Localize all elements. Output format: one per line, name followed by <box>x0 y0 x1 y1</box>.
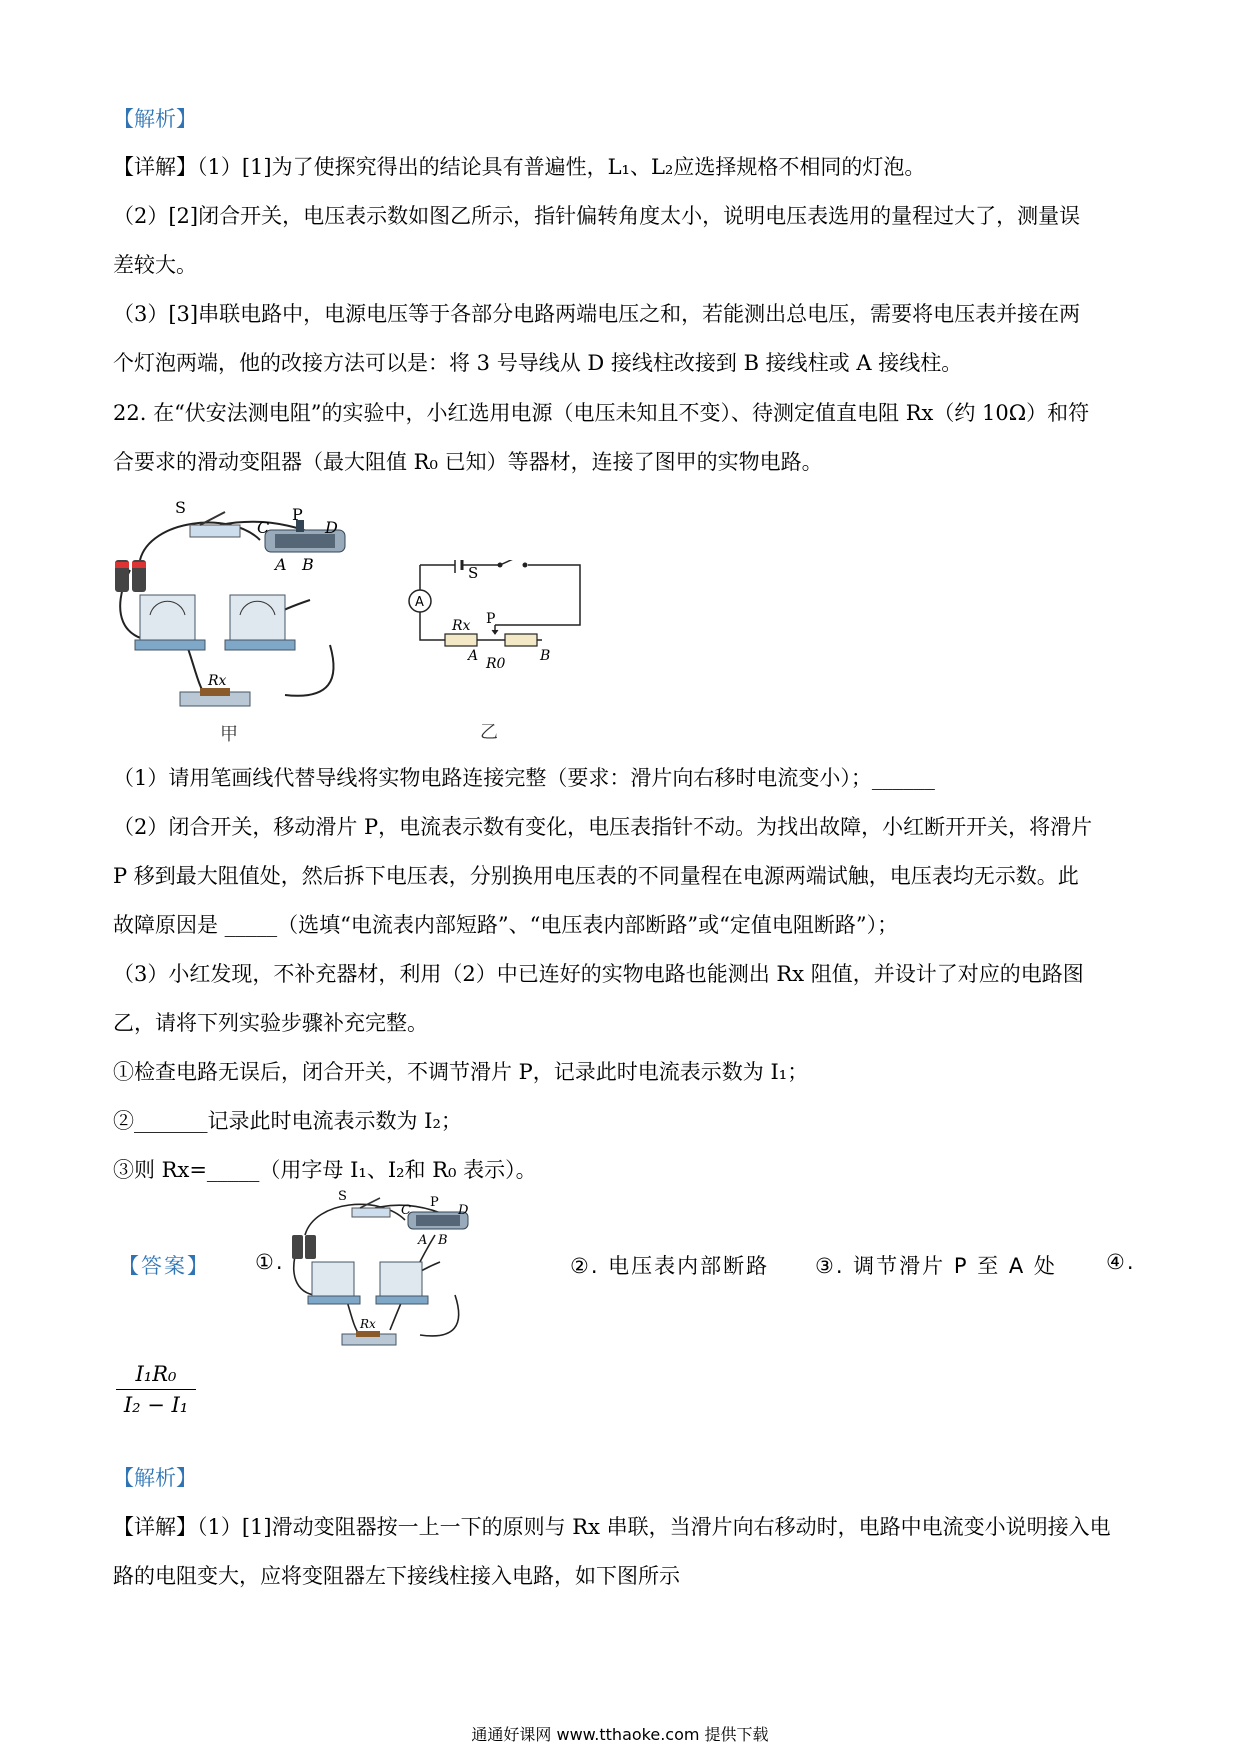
step-2: ②_______记录此时电流表示数为 I₂； <box>113 1109 462 1133</box>
answer-2: ②. 电压表内部断路 <box>570 1254 770 1278</box>
fraction-denominator: I₂ − I₁ <box>123 1393 189 1417</box>
question-stem-line-1: 22. 在“伏安法测电阻”的实验中，小红选用电源（电压未知且不变）、待测定值直电阻 Rx（约 10Ω）和符 <box>113 401 1090 425</box>
fig-jia-caption: 甲 <box>220 724 238 745</box>
answer-circuit-figure <box>290 1190 505 1350</box>
analysis-tag-2: 【解析】 <box>113 1466 197 1490</box>
fig-jia-label-p: P <box>292 505 303 524</box>
answer-1-marker: ①. <box>255 1250 285 1274</box>
fig-jia-label-b: B <box>302 555 314 574</box>
ans-fig-label-d: D <box>458 1203 469 1218</box>
fig-yi-label-p: P <box>486 611 496 627</box>
question-3-line-1: （3）小红发现，不补充器材，利用（2）中已连好的实物电路也能测出 Rx 阻值，并设计了对应的电路图 <box>113 962 1084 986</box>
question-2-line-3: 故障原因是 _____（选填“电流表内部短路”、“电压表内部断路”或“定值电阻断路”）； <box>113 913 899 937</box>
fig-yi-label-rx: Rx <box>452 618 471 634</box>
fig-jia-label-c: C <box>257 518 270 537</box>
footer-source: 通通好课网 www.tthaoke.com 提供下载 <box>471 1725 769 1744</box>
fig-jia-label-rx: Rx <box>208 673 227 689</box>
fig-yi-label-b: B <box>540 648 551 664</box>
fig-jia-label-d: D <box>325 518 338 537</box>
detail-3-line-2: 个灯泡两端，他的改接方法可以是：将 3 号导线从 D 接线柱改接到 B 接线柱或 A 接线柱。 <box>113 351 963 375</box>
fig-jia-label-s: S <box>175 500 186 517</box>
detail-1: 【详解】（1）[1]为了使探究得出的结论具有普遍性，L₁、L₂应选择规格不相同的灯泡。 <box>113 155 926 179</box>
figure-jia-physical-circuit <box>110 500 390 745</box>
detail-2-line-1: （2）[2]闭合开关，电压表示数如图乙所示，指针偏转角度太小，说明电压表选用的量程过大了，测量误 <box>113 204 1081 228</box>
answer-3: ③. 调节滑片 P 至 A 处 <box>815 1254 1057 1278</box>
ans-fig-label-s: S <box>338 1190 347 1204</box>
fig-yi-label-a: A <box>468 648 479 664</box>
step-3: ③则 Rx=_____（用字母 I₁、I₂和 R₀ 表示）。 <box>113 1158 537 1182</box>
fig-yi-caption: 乙 <box>480 722 498 743</box>
ans-fig-label-rx: Rx <box>360 1317 376 1331</box>
detail-2-line-2: 差较大。 <box>113 253 197 277</box>
answer-tag: 【答案】 <box>118 1254 210 1278</box>
fig-jia-label-a: A <box>275 555 287 574</box>
answer-4-fraction <box>116 1362 196 1417</box>
question-2-line-1: （2）闭合开关，移动滑片 P，电流表示数有变化，电压表指针不动。为找出故障，小红断开开关，将滑片 <box>113 815 1093 839</box>
question-1: （1）请用笔画线代替导线将实物电路连接完整（要求：滑片向右移时电流变小）；______ <box>113 766 935 790</box>
fig-yi-label-s: S <box>468 564 479 582</box>
fraction-numerator: I₁R₀ <box>116 1362 196 1390</box>
detail-3-line-1: （3）[3]串联电路中，电源电压等于各部分电路两端电压之和，若能测出总电压，需要将电压表并接在两 <box>113 302 1081 326</box>
ans-fig-label-c: C <box>401 1203 411 1218</box>
question-2-line-2: P 移到最大阻值处，然后拆下电压表，分别换用电压表的不同量程在电源两端试触，电压表均无示数。此 <box>113 864 1079 888</box>
fig-yi-label-r0: R0 <box>486 656 506 672</box>
detail-4-line-2: 路的电阻变大，应将变阻器左下接线柱接入电路，如下图所示 <box>113 1564 680 1588</box>
fig-yi-ammeter-label: A <box>415 595 424 610</box>
ans-fig-label-b: B <box>438 1233 448 1248</box>
question-3-line-2: 乙，请将下列实验步骤补充完整。 <box>113 1011 428 1035</box>
answer-4-marker: ④. <box>1106 1250 1136 1274</box>
detail-4-line-1: 【详解】（1）[1]滑动变阻器按一上一下的原则与 Rx 串联，当滑片向右移动时，电路中电流变小说明接入电 <box>113 1515 1111 1539</box>
step-1: ①检查电路无误后，闭合开关，不调节滑片 P，记录此时电流表示数为 I₁； <box>113 1060 809 1084</box>
question-stem-line-2: 合要求的滑动变阻器（最大阻值 R₀ 已知）等器材，连接了图甲的实物电路。 <box>113 450 823 474</box>
ans-fig-label-a: A <box>418 1233 428 1248</box>
figure-yi-schematic <box>400 560 600 743</box>
ans-fig-label-p: P <box>430 1195 439 1210</box>
analysis-tag: 【解析】 <box>113 107 197 131</box>
